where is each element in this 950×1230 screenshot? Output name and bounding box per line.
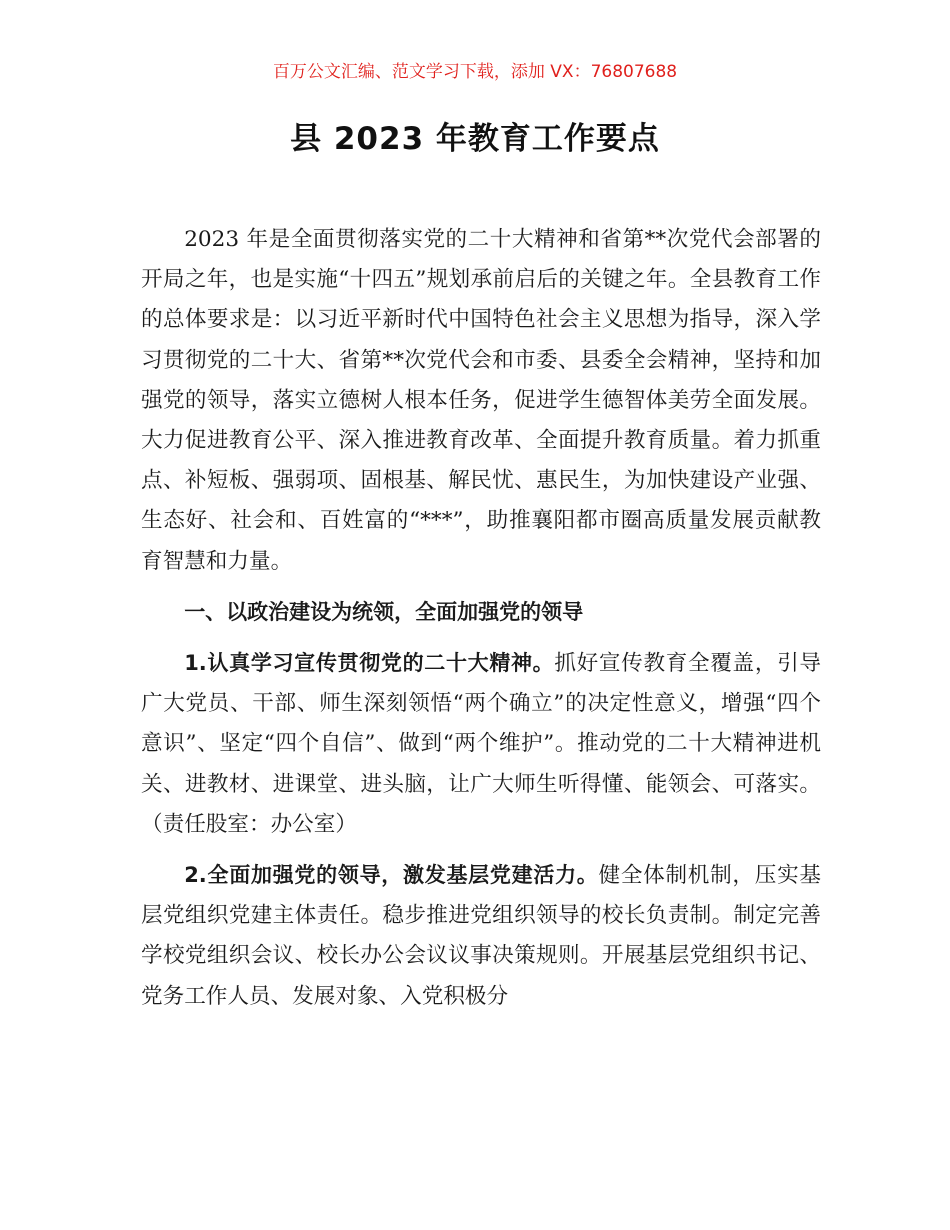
item-1-text: 抓好宣传教育全覆盖，引导广大党员、干部、师生深刻领悟“两个确立”的决定性意义，增强“四个意识”、坚定“四个自信”、做到“两个维护”。推动党的二十大精神进机关、进教材、进课堂、进头脑，让广大师生听得懂、能领会、可落实。（责任股室：办公室） bbox=[141, 651, 821, 837]
list-item bbox=[141, 855, 821, 1017]
item-2-lead: 2.全面加强党的领导，激发基层党建活力。 bbox=[184, 863, 599, 888]
section-heading bbox=[141, 592, 821, 633]
header-watermark-note: 百万公文汇编、范文学习下载，添加 VX：76807688 bbox=[272, 62, 678, 82]
section-1-heading: 一、以政治建设为统领，全面加强党的领导 bbox=[184, 599, 584, 624]
document-body bbox=[141, 220, 821, 1017]
list-item bbox=[141, 643, 821, 845]
page-title: 县 2023 年教育工作要点 bbox=[290, 121, 660, 157]
intro-paragraph: 2023 年是全面贯彻落实党的二十大精神和省第**次党代会部署的开局之年，也是实施“十四五”规划承前启后的关键之年。全县教育工作的总体要求是：以习近平新时代中国特色社会主义思想为指导，深入学习贯彻党的二十大、省第**次党代会和市委、县委全会精神，坚持和加强党的领导，落实立德树人根本任务，促进学生德智体美劳全面发展。大力促进教育公平、深入推进教育改革、全面提升教育质量。着力抓重点、补短板、强弱项、固根基、解民忧、惠民生，为加快建设产业强、生态好、社会和、百姓富的“***”，助推襄阳都市圈高质量发展贡献教育智慧和力量。 bbox=[141, 227, 821, 574]
item-2-text: 健全体制机制，压实基层党组织党建主体责任。稳步推进党组织领导的校长负责制。制定完善学校党组织会议、校长办公会议议事决策规则。开展基层党组织书记、党务工作人员、发展对象、入党积极分 bbox=[141, 863, 821, 1009]
item-1-lead: 1.认真学习宣传贯彻党的二十大精神。 bbox=[184, 651, 555, 676]
